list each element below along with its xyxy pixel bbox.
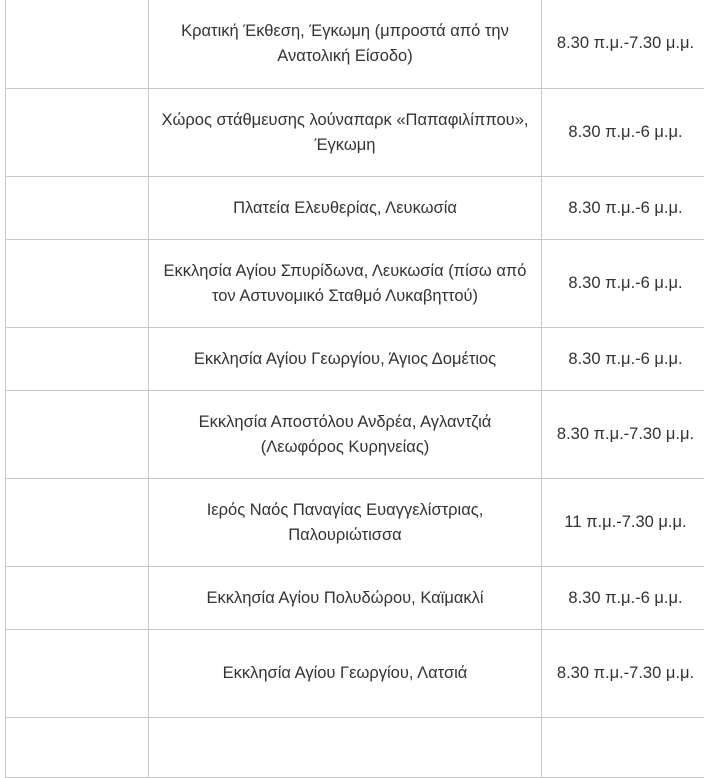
schedule-table — [5, 0, 704, 778]
hours-cell: 8.30 π.μ.-6 μ.μ. — [542, 240, 704, 328]
hours-cell — [542, 718, 704, 778]
empty-cell — [6, 630, 149, 718]
table-row — [6, 567, 704, 630]
hours-cell: 8.30 π.μ.-6 μ.μ. — [542, 328, 704, 391]
location-cell — [149, 718, 542, 778]
location-cell: Εκκλησία Αγίου Σπυρίδωνα, Λευκωσία (πίσω από τον Αστυνομικό Σταθμό Λυκαβηττού) — [149, 240, 542, 328]
table-row — [6, 240, 704, 328]
empty-cell — [6, 0, 149, 89]
table-row — [6, 328, 704, 391]
hours-cell: 11 π.μ.-7.30 μ.μ. — [542, 479, 704, 567]
table-row — [6, 391, 704, 479]
table-row — [6, 177, 704, 240]
table-row — [6, 479, 704, 567]
table-row — [6, 718, 704, 778]
hours-cell: 8.30 π.μ.-6 μ.μ. — [542, 567, 704, 630]
empty-cell — [6, 328, 149, 391]
hours-cell: 8.30 π.μ.-7.30 μ.μ. — [542, 391, 704, 479]
location-cell: Ιερός Ναός Παναγίας Ευαγγελίστριας, Παλουριώτισσα — [149, 479, 542, 567]
hours-cell: 8.30 π.μ.-7.30 μ.μ. — [542, 0, 704, 89]
empty-cell — [6, 240, 149, 328]
empty-cell — [6, 89, 149, 177]
hours-cell: 8.30 π.μ.-6 μ.μ. — [542, 89, 704, 177]
empty-cell — [6, 718, 149, 778]
location-cell: Εκκλησία Αγίου Γεωργίου, Λατσιά — [149, 630, 542, 718]
location-cell: Εκκλησία Αγίου Πολυδώρου, Καϊμακλί — [149, 567, 542, 630]
hours-cell: 8.30 π.μ.-7.30 μ.μ. — [542, 630, 704, 718]
table-row — [6, 89, 704, 177]
empty-cell — [6, 177, 149, 240]
table-row — [6, 630, 704, 718]
table-row — [6, 0, 704, 89]
hours-cell: 8.30 π.μ.-6 μ.μ. — [542, 177, 704, 240]
location-cell: Κρατική Έκθεση, Έγκωμη (μπροστά από την Ανατολική Είσοδο) — [149, 0, 542, 89]
location-cell: Εκκλησία Αποστόλου Ανδρέα, Αγλαντζιά (Λεωφόρος Κυρηνείας) — [149, 391, 542, 479]
empty-cell — [6, 391, 149, 479]
location-cell: Εκκλησία Αγίου Γεωργίου, Άγιος Δομέτιος — [149, 328, 542, 391]
location-cell: Χώρος στάθμευσης λούναπαρκ «Παπαφιλίππου», Έγκωμη — [149, 89, 542, 177]
location-cell: Πλατεία Ελευθερίας, Λευκωσία — [149, 177, 542, 240]
empty-cell — [6, 567, 149, 630]
empty-cell — [6, 479, 149, 567]
